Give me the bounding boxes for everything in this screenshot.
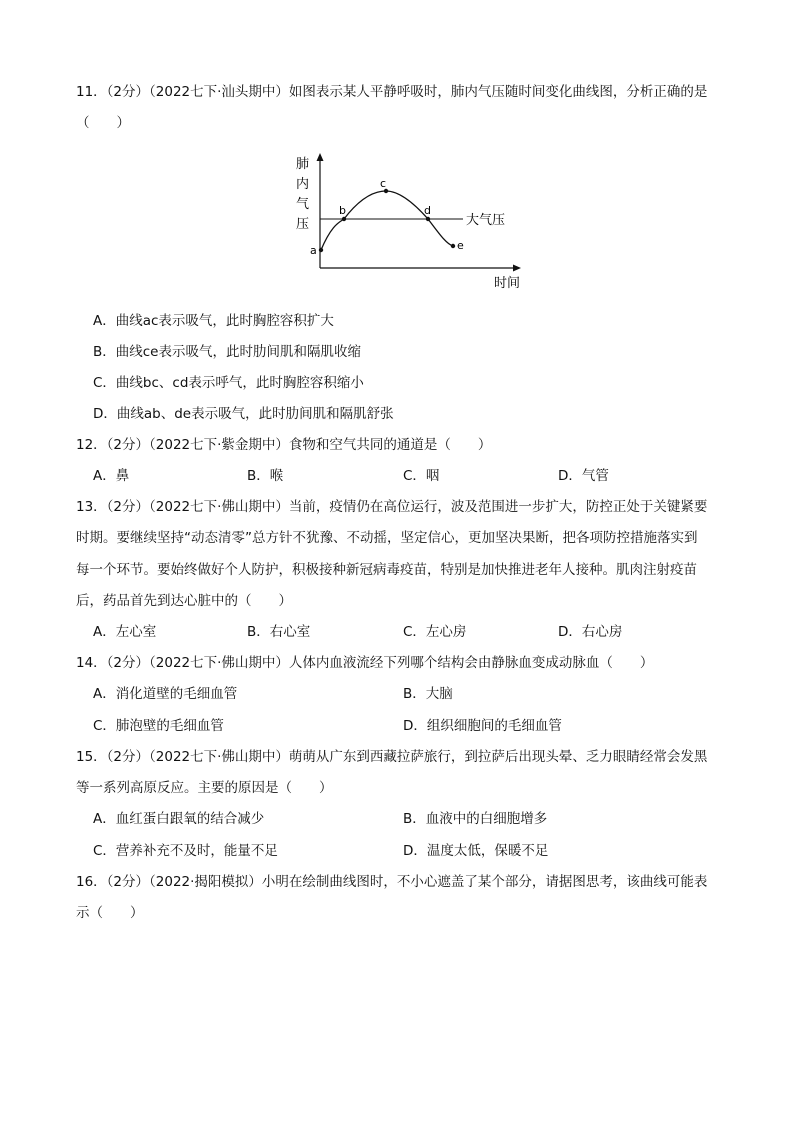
figure-xlabel: 时间: [494, 276, 521, 291]
figure-ylabel-char-3: 气: [296, 197, 310, 212]
q13-option-a: A．左心室: [93, 624, 157, 640]
q14-option-c: C．肺泡壁的毛细血管: [93, 718, 224, 734]
figure-point-a: [319, 248, 323, 252]
figure-atmospheric-label: 大气压: [466, 213, 506, 228]
q11-option-b: B．曲线ce表示吸气，此时肋间肌和隔肌收缩: [93, 344, 361, 360]
q13-option-d: D．右心房: [558, 624, 623, 640]
q13-stem-line-1: 13．（2分）（2022七下·佛山期中）当前，疫情仍在高位运行，波及范围进一步扩大，防控正处于关键紧要: [76, 499, 708, 515]
q13-option-c: C．左心房: [403, 624, 467, 640]
q14-option-d: D．组织细胞间的毛细血管: [403, 718, 562, 734]
q12-option-b: B．喉: [247, 468, 284, 484]
q16-stem-line-2: 示（ ）: [76, 905, 144, 921]
q11-option-a: A．曲线ac表示吸气，此时胸腔容积扩大: [93, 313, 334, 329]
q14-stem: 14．（2分）（2022七下·佛山期中）人体内血液流经下列哪个结构会由静脉血变成动脉血（ ）: [76, 655, 654, 671]
q11-stem-line-1: 11．（2分）（2022七下·汕头期中）如图表示某人平静呼吸时，肺内气压随时间变化曲线图，分析正确的是: [76, 84, 708, 100]
figure-label-b: b: [339, 204, 346, 217]
q15-option-a: A．血红蛋白跟氧的结合减少: [93, 811, 265, 827]
figure-pressure-curve: [321, 191, 453, 250]
q11-option-d: D．曲线ab、de表示吸气，此时肋间肌和隔肌舒张: [93, 406, 394, 422]
q15-stem-line-1: 15．（2分）（2022七下·佛山期中）萌萌从广东到西藏拉萨旅行，到拉萨后出现头晕、乏力眼睛经常会发黑: [76, 749, 708, 765]
q16-stem-line-1: 16．（2分）（2022·揭阳模拟）小明在绘制曲线图时，不小心遮盖了某个部分，请据图思考，该曲线可能表: [76, 874, 708, 890]
figure-y-axis-arrow: [317, 153, 324, 161]
q13-stem-line-2: 时期。要继续坚持“动态清零”总方针不犹豫、不动摇，坚定信心，更加坚决果断，把各项防控措施落实到: [76, 530, 698, 546]
figure-ylabel-char-1: 肺: [296, 157, 310, 172]
figure-point-b: [342, 217, 346, 221]
q12-stem: 12．（2分）（2022七下·紫金期中）食物和空气共同的通道是（ ）: [76, 437, 492, 453]
figure-ylabel-char-2: 内: [296, 177, 310, 192]
q12-option-d: D．气管: [558, 468, 609, 484]
q15-option-c: C．营养补充不及时，能量不足: [93, 843, 278, 859]
figure-label-c: c: [380, 177, 387, 190]
q15-stem-line-2: 等一系列高原反应。主要的原因是（ ）: [76, 780, 333, 796]
q15-option-d: D．温度太低，保暖不足: [403, 843, 549, 859]
q12-option-a: A．鼻: [93, 468, 130, 484]
figure-label-d: d: [424, 204, 431, 217]
q13-option-b: B．右心室: [247, 624, 311, 640]
figure-point-d: [426, 217, 430, 221]
q14-option-a: A．消化道壁的毛细血管: [93, 686, 238, 702]
q11-pressure-curve-figure: [280, 150, 540, 295]
figure-label-e: e: [457, 239, 464, 252]
q13-stem-line-3: 每一个环节。要始终做好个人防护，积极接种新冠病毒疫苗，特别是加快推进老年人接种。肌肉注射疫苗: [76, 562, 697, 578]
figure-point-e: [451, 244, 455, 248]
q14-option-b: B．大脑: [403, 686, 453, 702]
q13-stem-line-4: 后，药品首先到达心脏中的（ ）: [76, 593, 292, 609]
q11-option-c: C．曲线bc、cd表示呼气，此时胸腔容积缩小: [93, 375, 364, 391]
figure-x-axis-arrow: [513, 265, 521, 272]
q12-option-c: C．咽: [403, 468, 440, 484]
q15-option-b: B．血液中的白细胞增多: [403, 811, 548, 827]
figure-ylabel-char-4: 压: [296, 217, 310, 232]
q11-stem-line-2: （ ）: [76, 115, 130, 131]
figure-label-a: a: [310, 244, 317, 257]
